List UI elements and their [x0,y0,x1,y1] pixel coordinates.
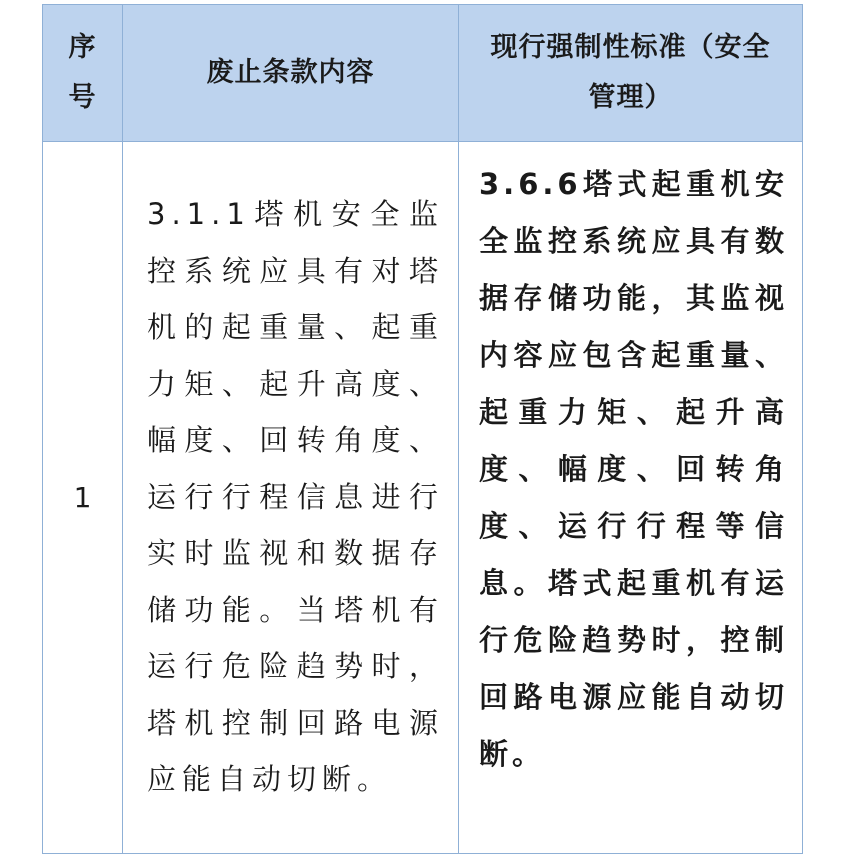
table-row [43,142,803,854]
header-row [43,5,803,142]
abolished-clause-cell [123,142,459,854]
clause-comparison-table [42,4,803,854]
header-number: 序号 [43,5,123,142]
current-standard-text: 3.6.6塔式起重机安全监控系统应具有数据存储功能，其监视内容应包含起重量、起重力矩、起升高度、幅度、回转角度、运行行程等信息。塔式起重机有运行危险趋势时，控制回路电源应能自动切断。 [479,167,788,771]
table-header [43,5,803,142]
header-current-standard: 现行强制性标准（安全管理） [459,5,803,142]
clause-comparison-table-container [42,4,802,854]
table-body [43,142,803,854]
row-number: 1 [43,142,123,854]
abolished-clause-text: 3.1.1塔机安全监控系统应具有对塔机的起重量、起重力矩、起升高度、幅度、回转角度、运行行程信息进行实时监视和数据存储功能。当塔机有运行危险趋势时，塔机控制回路电源应能自动切断。 [147,197,444,796]
header-abolished-clause: 废止条款内容 [123,5,459,142]
current-standard-cell [459,142,803,854]
